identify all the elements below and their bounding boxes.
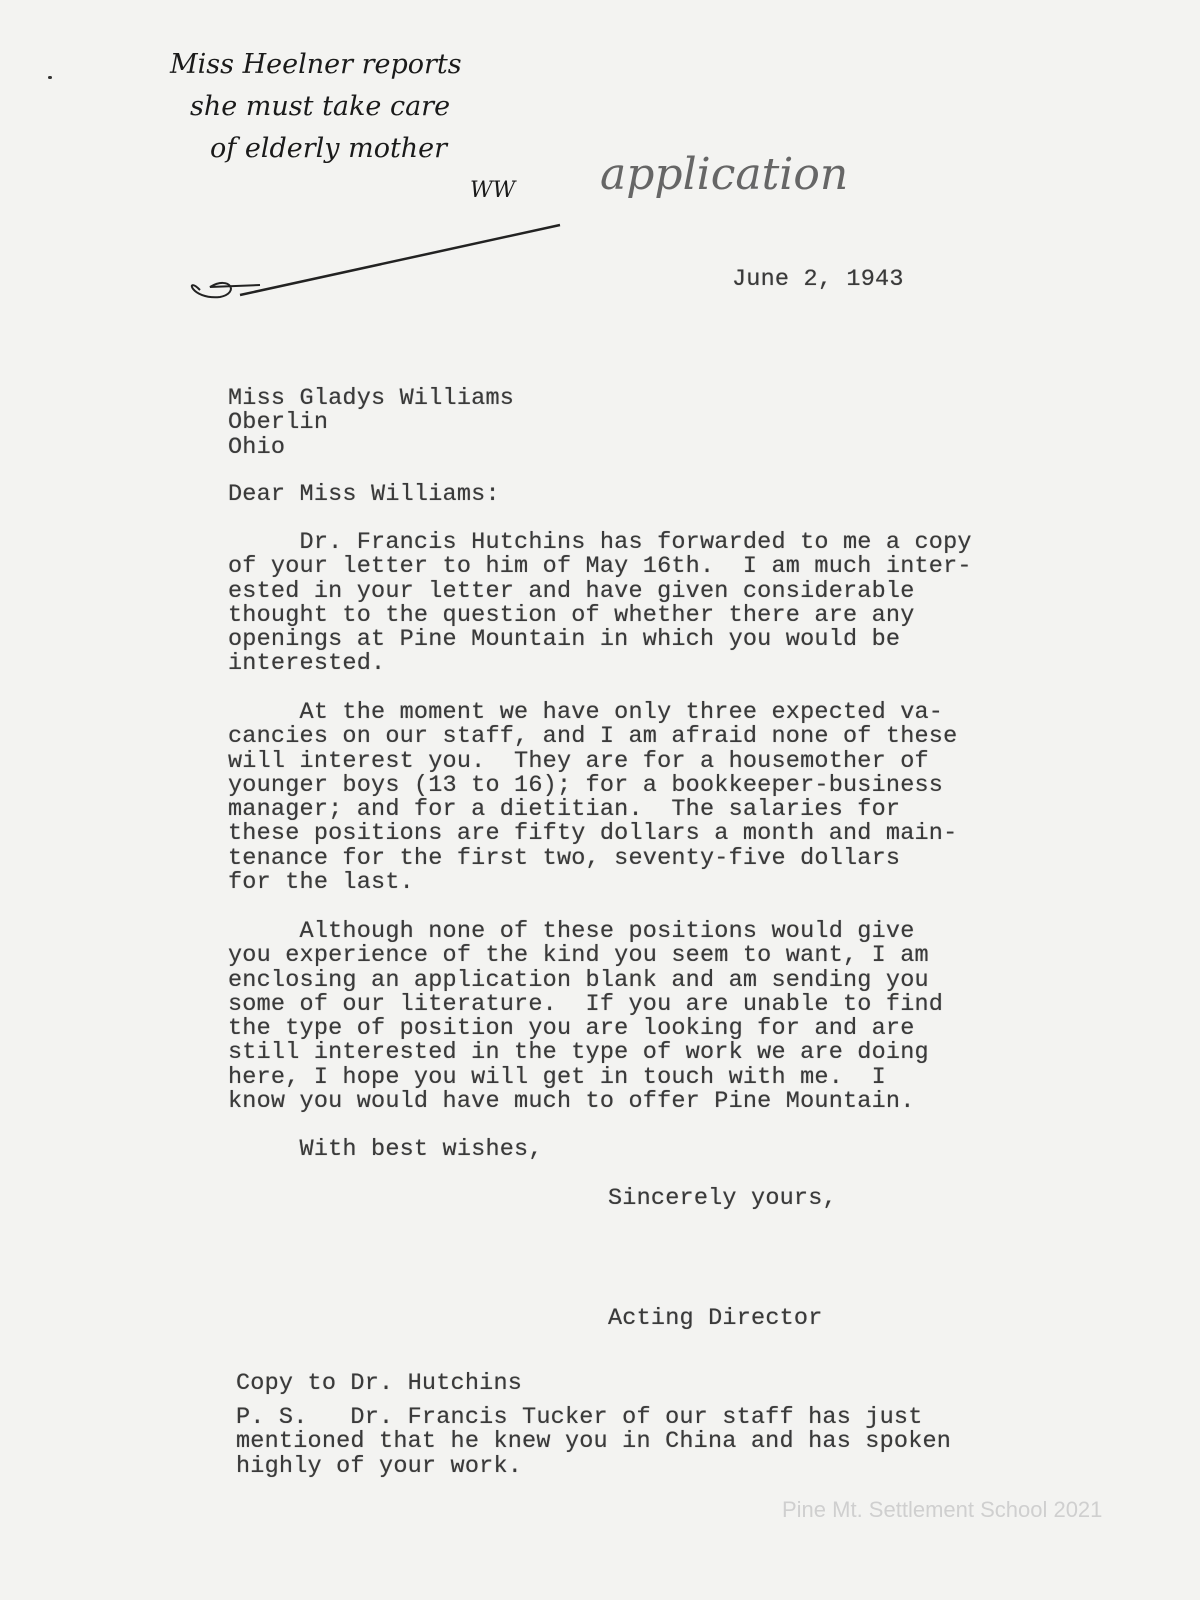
text-line: will interest you. They are for a housemother of bbox=[228, 747, 929, 775]
text-line: know you would have much to offer Pine Mountain. bbox=[228, 1088, 915, 1116]
text-line: interested. bbox=[228, 650, 386, 678]
handwritten-line: Miss Heelner reports bbox=[170, 49, 462, 80]
text-line: mentioned that he knew you in China and has spoken bbox=[236, 1428, 952, 1456]
text-line: these positions are fifty dollars a month and main- bbox=[228, 820, 958, 848]
signature-title: Acting Director bbox=[608, 1305, 823, 1332]
text-line: for the last. bbox=[228, 869, 414, 897]
text-line: the type of position you are looking for and are bbox=[228, 1015, 915, 1043]
text-line: enclosing an application blank and am sending you bbox=[228, 966, 929, 994]
paragraph-1 bbox=[228, 531, 972, 677]
text-line: of your letter to him of May 16th. I am much inter- bbox=[228, 553, 972, 581]
paragraph-2 bbox=[228, 701, 957, 895]
text-line: ested in your letter and have given considerable bbox=[228, 577, 915, 605]
pencil-note: application bbox=[600, 149, 849, 200]
salutation: Dear Miss Williams: bbox=[228, 481, 500, 508]
text-line: Dr. Francis Hutchins has forwarded to me a copy bbox=[228, 529, 972, 556]
text-line: tenance for the first two, seventy-five dollars bbox=[228, 844, 901, 872]
watermark: Pine Mt. Settlement School 2021 bbox=[782, 1497, 1103, 1522]
handwritten-line: of elderly mother bbox=[210, 133, 448, 164]
handwritten-initials: WW bbox=[470, 178, 516, 203]
recipient-address bbox=[228, 387, 514, 460]
closing: Sincerely yours, bbox=[608, 1185, 837, 1212]
recipient-city: Oberlin bbox=[228, 409, 329, 437]
text-line: manager; and for a dietitian. The salaries for bbox=[228, 796, 901, 824]
handwritten-line: she must take care bbox=[190, 91, 451, 122]
letter-date: June 2, 1943 bbox=[732, 266, 904, 293]
copy-line: Copy to Dr. Hutchins bbox=[236, 1370, 523, 1397]
closing-wish: With best wishes, bbox=[228, 1136, 543, 1163]
text-line: still interested in the type of work we are doing bbox=[228, 1039, 929, 1067]
paragraph-3 bbox=[228, 920, 943, 1114]
text-line: you experience of the kind you seem to want, I am bbox=[228, 942, 929, 970]
text-line: some of our literature. If you are unable to find bbox=[228, 990, 944, 1018]
text-line: openings at Pine Mountain in which you would be bbox=[228, 626, 901, 654]
text-line: Although none of these positions would give bbox=[228, 918, 915, 945]
scan-speck bbox=[48, 76, 52, 79]
recipient-state: Ohio bbox=[228, 433, 286, 461]
text-line: thought to the question of whether there are any bbox=[228, 601, 915, 629]
handwritten-underline-strokes bbox=[180, 215, 580, 305]
text-line: highly of your work. bbox=[236, 1452, 523, 1480]
text-line: here, I hope you will get in touch with me. I bbox=[228, 1063, 886, 1091]
text-line: At the moment we have only three expected va- bbox=[228, 699, 944, 726]
text-line: P. S. Dr. Francis Tucker of our staff has just bbox=[236, 1404, 923, 1431]
text-line: cancies on our staff, and I am afraid none of these bbox=[228, 723, 958, 751]
postscript bbox=[236, 1406, 951, 1479]
recipient-name: Miss Gladys Williams bbox=[228, 385, 515, 412]
text-line: younger boys (13 to 16); for a bookkeeper-business bbox=[228, 771, 944, 799]
